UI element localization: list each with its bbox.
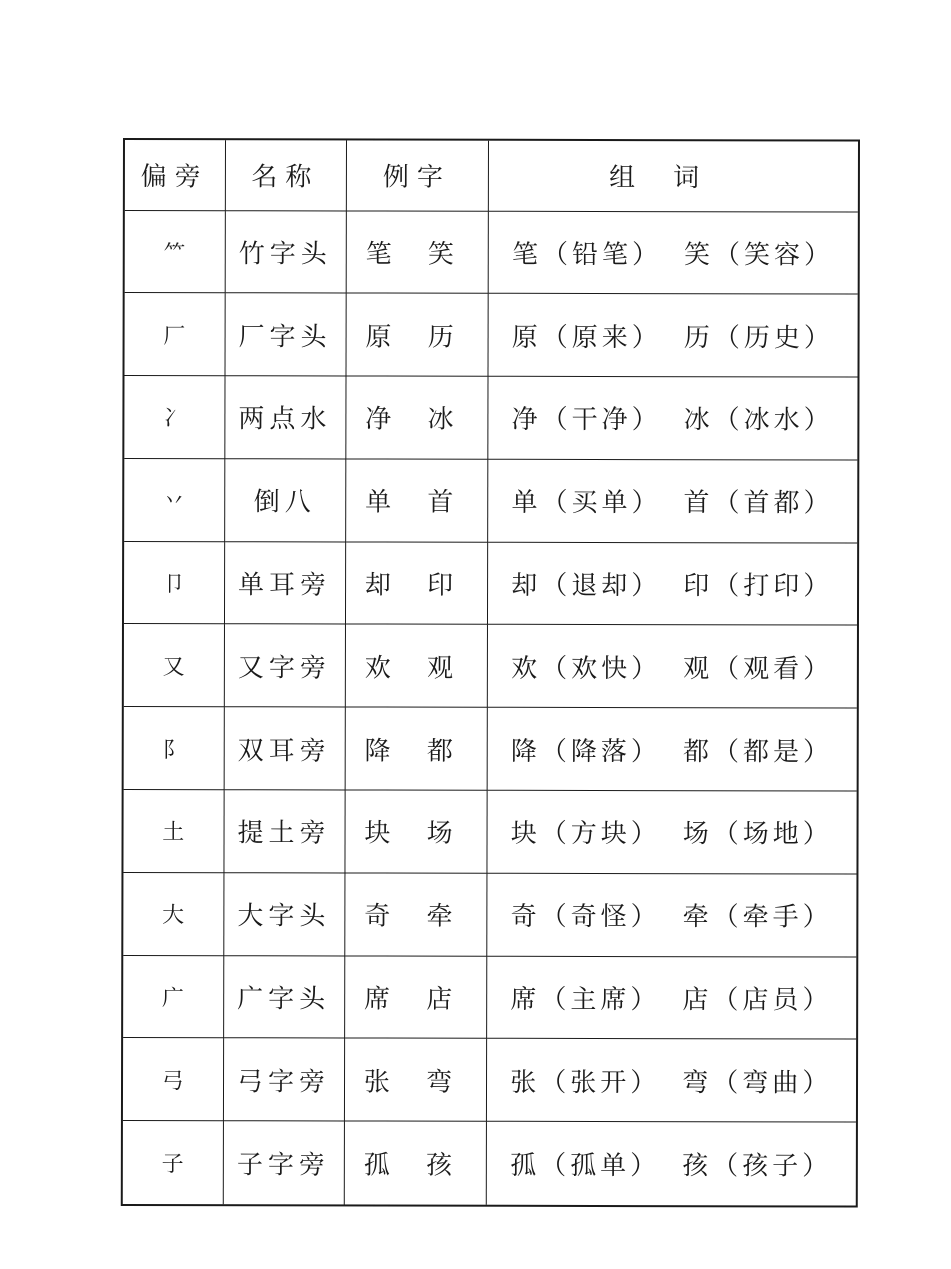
words-cell <box>488 211 858 295</box>
radical-table <box>123 140 858 1205</box>
table-row <box>124 624 857 708</box>
words-cell <box>486 873 856 957</box>
word-entry-1: 块（方块） <box>510 819 661 850</box>
example-cell: 单 首 <box>345 459 487 542</box>
radical-cell: 广 <box>123 955 223 1038</box>
name-cell: 子字旁 <box>223 1121 344 1204</box>
radical-cell: 大 <box>123 872 223 955</box>
example-cell: 笔 笑 <box>346 210 488 293</box>
word-entry-2: 首（首都） <box>683 488 834 519</box>
radical-cell: 阝 <box>124 707 224 790</box>
table-row <box>123 1121 856 1205</box>
word-entry-2: 场（场地） <box>682 819 833 850</box>
word-entry-1: 降（降落） <box>510 736 661 767</box>
name-cell: 弓字旁 <box>223 1038 344 1121</box>
radical-cell: 冫 <box>124 376 224 459</box>
example-cell: 块 场 <box>344 790 486 873</box>
words-cell <box>487 625 857 709</box>
radical-cell: 又 <box>124 624 224 707</box>
table-row <box>124 458 857 542</box>
name-cell: 厂字头 <box>225 293 346 376</box>
word-entry-2: 印（打印） <box>683 571 834 602</box>
table-row <box>124 707 857 791</box>
table-row <box>125 293 858 377</box>
name-cell: 双耳旁 <box>224 707 345 790</box>
table-row <box>123 1038 856 1122</box>
word-entry-1: 孤（孤单） <box>510 1150 661 1182</box>
name-cell: 又字旁 <box>224 624 345 707</box>
table-row <box>124 541 857 625</box>
header-words: 组词 <box>488 141 858 212</box>
example-cell: 净 冰 <box>345 376 487 459</box>
words-cell <box>486 1122 856 1206</box>
radical-cell: 弓 <box>123 1038 223 1121</box>
example-cell: 奇 牵 <box>344 873 486 956</box>
name-cell: 提土旁 <box>223 790 344 873</box>
table-row <box>125 210 858 294</box>
radical-cell: 卩 <box>124 541 224 624</box>
word-entry-1: 原（原来） <box>511 322 662 353</box>
example-cell: 降 都 <box>345 707 487 790</box>
word-entry-1: 单（买单） <box>511 488 662 519</box>
example-cell: 却 印 <box>345 542 487 625</box>
words-cell <box>487 708 857 792</box>
example-cell: 张 弯 <box>344 1038 486 1121</box>
example-cell: 原 历 <box>346 293 488 376</box>
word-entry-2: 店（店员） <box>682 985 833 1016</box>
word-entry-2: 笑（笑容） <box>683 240 835 271</box>
table-row <box>123 955 856 1039</box>
radical-cell: 子 <box>123 1121 223 1204</box>
name-cell: 倒八 <box>224 459 345 542</box>
word-entry-2: 观（观看） <box>683 654 834 685</box>
header-name: 名称 <box>225 140 346 210</box>
word-entry-2: 冰（冰水） <box>683 405 834 436</box>
words-cell <box>486 790 856 874</box>
word-entry-1: 欢（欢快） <box>511 653 662 685</box>
word-entry-1: 却（退却） <box>511 570 662 602</box>
example-cell: 欢 观 <box>345 624 487 707</box>
header-example: 例字 <box>346 140 488 210</box>
table-row <box>123 872 856 956</box>
words-cell <box>488 294 858 378</box>
name-cell: 大字头 <box>223 873 344 956</box>
word-entry-2: 历（历史） <box>683 322 834 354</box>
table-row <box>124 376 857 460</box>
radical-cell: 厂 <box>125 293 225 376</box>
table-header-row <box>125 140 858 212</box>
words-cell <box>486 956 856 1040</box>
name-cell: 两点水 <box>224 376 345 459</box>
words-cell <box>487 459 857 543</box>
word-entry-1: 席（主席） <box>510 984 661 1016</box>
table-row <box>123 790 856 874</box>
name-cell: 单耳旁 <box>224 541 345 624</box>
radical-cell: 丷 <box>124 458 224 541</box>
name-cell: 竹字头 <box>225 210 346 293</box>
radical-cell: 土 <box>123 790 223 873</box>
word-entry-1: 净（干净） <box>511 405 662 436</box>
word-entry-2: 孩（孩子） <box>682 1151 833 1182</box>
words-cell <box>487 542 857 626</box>
word-entry-1: 奇（奇怪） <box>510 902 661 933</box>
words-cell <box>487 376 857 460</box>
example-cell: 席 店 <box>344 956 486 1039</box>
name-cell: 广字头 <box>223 955 344 1038</box>
word-entry-2: 都（都是） <box>682 736 834 768</box>
word-entry-1: 张（张开） <box>510 1067 661 1098</box>
radical-cell: ⺮ <box>125 210 225 293</box>
radical-table-sheet <box>121 138 860 1207</box>
word-entry-2: 弯（弯曲） <box>682 1068 833 1099</box>
words-cell <box>486 1039 856 1123</box>
example-cell: 孤 孩 <box>344 1121 486 1204</box>
word-entry-2: 牵（牵手） <box>682 902 833 933</box>
word-entry-1: 笔（铅笔） <box>511 239 663 271</box>
header-radical: 偏旁 <box>125 140 225 210</box>
